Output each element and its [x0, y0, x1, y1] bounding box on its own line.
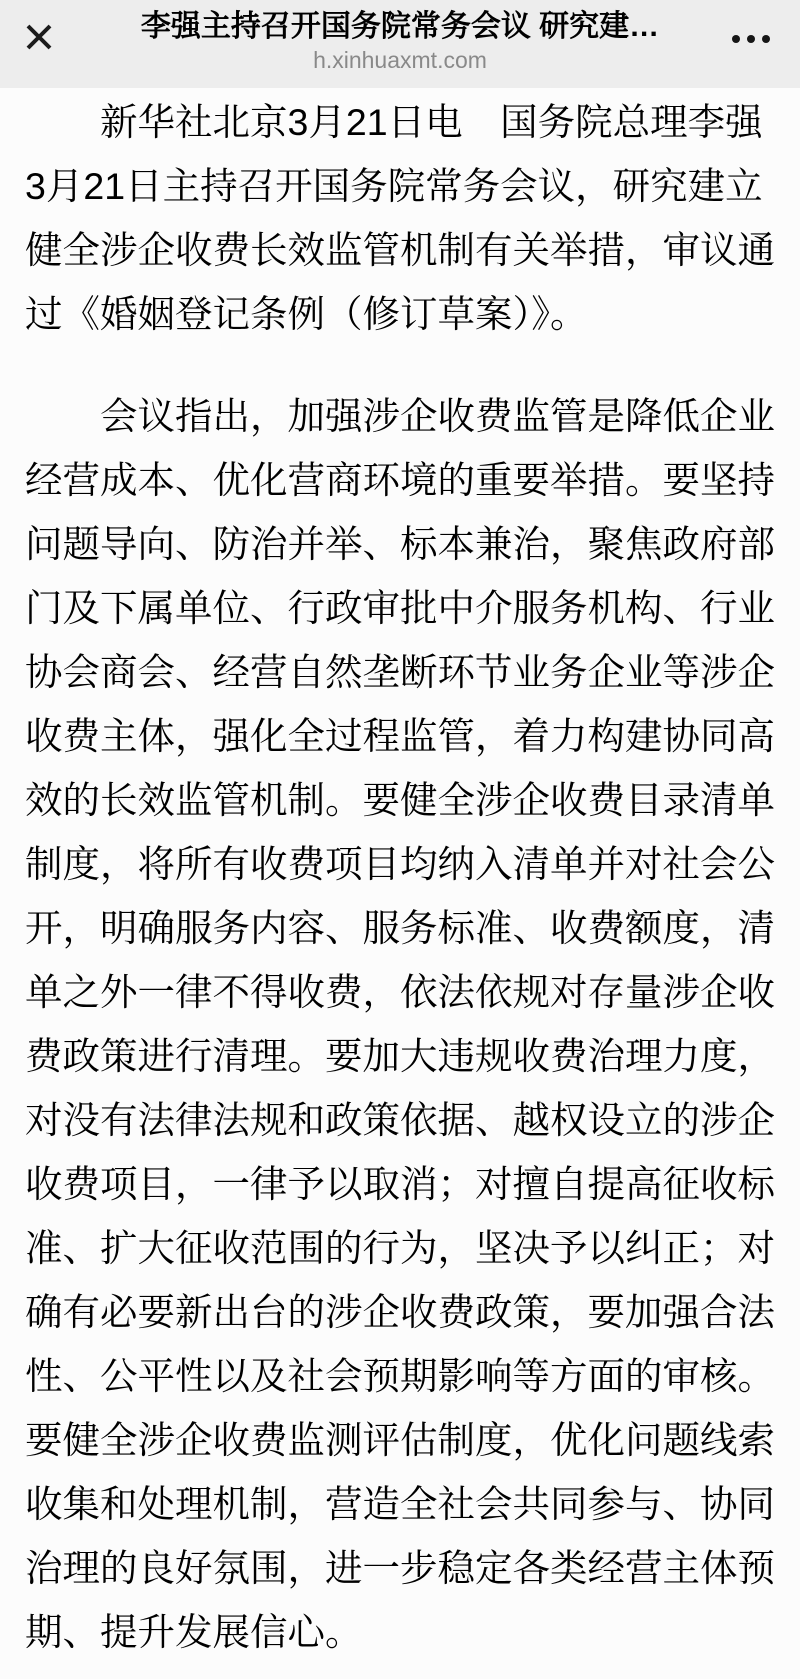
- more-dots-icon: [732, 35, 770, 43]
- page-title: 李强主持召开国务院常务会议 研究建…: [140, 10, 660, 43]
- more-menu-button[interactable]: [726, 24, 776, 54]
- dot: [732, 35, 740, 43]
- article-body: [0, 88, 800, 1679]
- page-url: h.xinhuaxmt.com: [313, 47, 487, 73]
- article-paragraph-1: 新华社北京3月21日电 国务院总理李强3月21日主持召开国务院常务会议，研究建立健全涉企收费长效监管机制有关举措，审议通过《婚姻登记条例（修订草案）》。: [25, 101, 775, 335]
- dot: [747, 35, 755, 43]
- close-button[interactable]: [14, 12, 64, 62]
- close-icon: [22, 20, 56, 54]
- article-paragraph-2: 会议指出，加强涉企收费监管是降低企业经营成本、优化营商环境的重要举措。要坚持问题导向、防治并举、标本兼治，聚焦政府部门及下属单位、行政审批中介服务机构、行业协会商会、经营自然垄断环节业务企业等涉企收费主体，强化全过程监管，着力构建协同高效的长效监管机制。要健全涉企收费目录清单制度，将所有收费项目均纳入清单并对社会公开，明确服务内容、服务标准、收费额度，清单之外一律不得收费，依法依规对存量涉企收费政策进行清理。要加大违规收费治理力度，对没有法律法规和政策依据、越权设立的涉企收费项目，一律予以取消；对擅自提高征收标准、扩大征收范围的行为，坚决予以纠正；对确有必要新出台的涉企收费政策，要加强合法性、公平性以及社会预期影响等方面的审核。要健全涉企收费监测评估制度，优化问题线索收集和处理机制，营造全社会共同参与、协同治理的良好氛围，进一步稳定各类经营主体预期、提升发展信心。: [25, 395, 775, 1653]
- titlebar: [0, 0, 800, 88]
- titlebar-center: [70, 0, 730, 74]
- dot: [762, 35, 770, 43]
